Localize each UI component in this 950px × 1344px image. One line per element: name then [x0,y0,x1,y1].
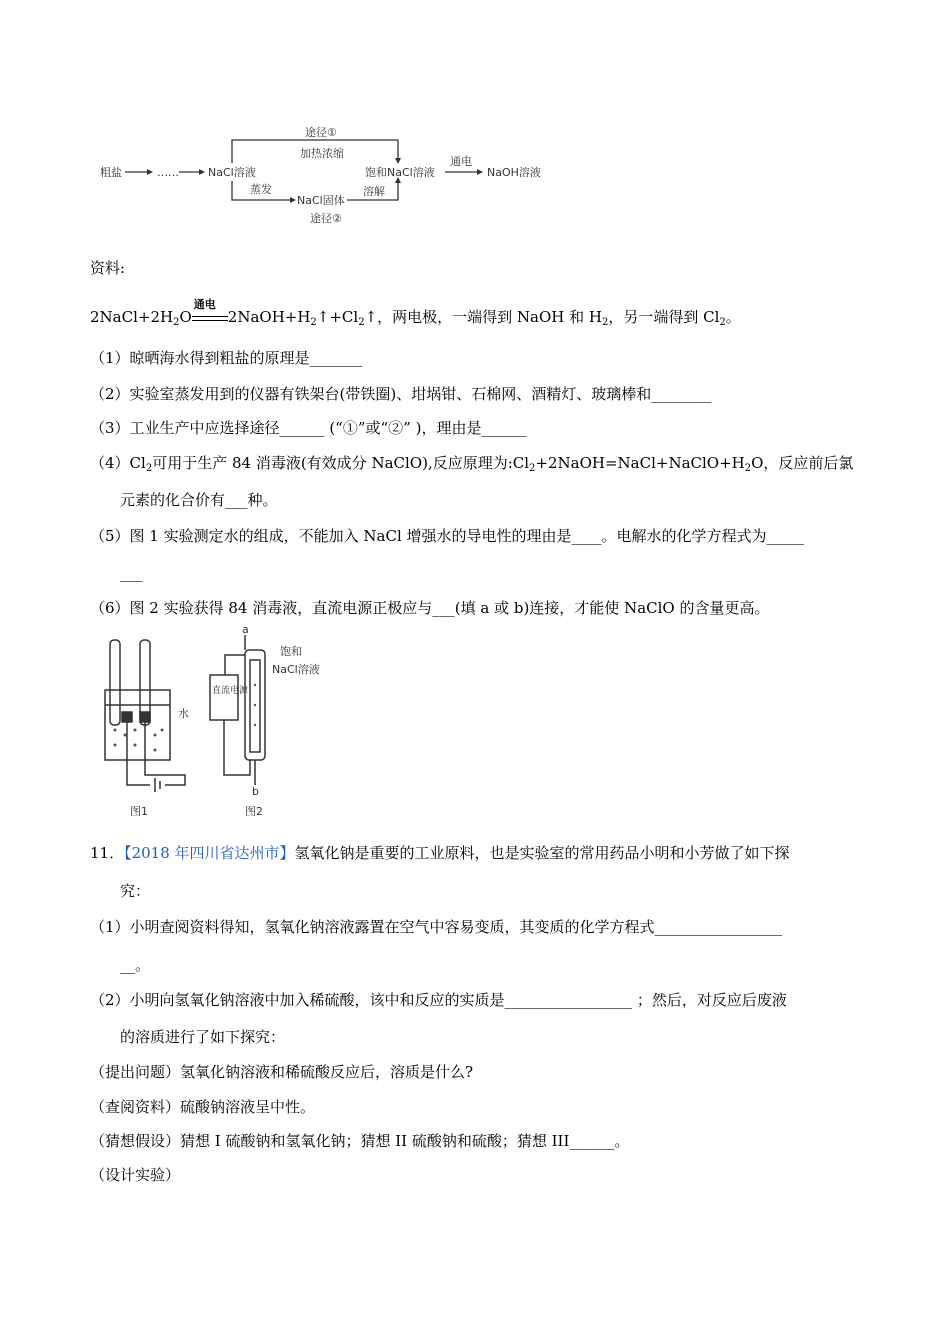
question-4: $(4)Cl_2$可用于生产 84 消毒液(有效成分 NaClO),反应原理为$:Cl_2+2NaOH=NaCl+NaClO+H_2O$，反应前后氯 [90,454,854,474]
process-flowchart [95,125,565,230]
electrolysis-equation: $2NaCl+2H_2O$ 通电 $2NaOH+H_2↑+Cl_2↑$，两电极，一端得到 NaOH 和 $H_2$，另一端得到 $Cl_2$。 [90,298,741,328]
flow-route2: 途径② [310,212,342,225]
question-11-source: 【2018 年四川省达州市】 [124,844,295,862]
flow-route1: 途径① [305,126,337,139]
consult-material: （查阅资料）硫酸钠溶液呈中性。 [90,1098,316,1116]
design-experiment: （设计实验） [90,1166,181,1184]
question-5: （5）图 1 实验测定水的组成，不能加入 NaCl 增强水的导电性的理由是____。电解水的化学方程式为_____ [90,527,805,545]
question-4-cont: 元素的化合价有___种。 [120,491,278,509]
flow-electrify: 通电 [450,155,472,168]
question-5-cont: ___ [120,564,143,582]
question-1: （1）晾晒海水得到粗盐的原理是_______ [90,349,363,367]
flow-dots: …… [157,166,179,179]
fig2-label-b: b [252,785,259,798]
flow-nacl-solution: NaCl溶液 [208,166,256,179]
question-6: （6）图 2 实验获得 84 消毒液，直流电源正极应与___(填 a 或 b)连接，才能使 NaClO 的含量更高。 [90,599,770,617]
flow-naoh: NaOH溶液 [487,166,541,179]
flow-evaporate: 蒸发 [250,183,272,196]
fig2-dc-power: 直流电源 [212,686,249,696]
question-2: （2）实验室蒸发用到的仪器有铁架台(带铁圈)、坩埚钳、石棉网、酒精灯、玻璃棒和________ [90,385,712,403]
hypothesis: （猜想假设）猜想 I 硫酸钠和氢氧化钠；猜想 II 硫酸钠和硫酸；猜想 III______。 [90,1132,630,1150]
part-1: （1）小明查阅资料得知，氢氧化钠溶液露置在空气中容易变质，其变质的化学方程式_________________ [90,918,783,936]
ziliao-label: 资料: [90,259,126,277]
question-11: 11．【2018 年四川省达州市】氢氧化钠是重要的工业原料，也是实验室的常用药品小明和小芳做了如下探 [90,844,790,862]
part-1-cont: __。 [120,956,151,974]
equation-condition: 通电 [192,307,228,327]
experiment-figures [100,625,340,825]
flow-saturated: 饱和NaCl溶液 [365,166,435,179]
flow-route1-sub: 加热浓缩 [300,147,344,160]
flow-dissolve: 溶解 [363,185,385,198]
question-3: （3）工业生产中应选择途径______ (“①”或“②” )，理由是______ [90,419,527,437]
flow-nacl-solid: NaCl固体 [297,194,345,207]
fig2-sat1: 饱和 [280,645,302,658]
fig1-caption: 图1 [130,805,148,818]
fig2-caption: 图2 [245,805,263,818]
fig2-sat2: NaCl溶液 [272,663,320,676]
part-2: （2）小明向氢氧化钠溶液中加入稀硫酸，该中和反应的实质是_________________ ；然后，对反应后废液 [90,991,787,1009]
question-11-cont: 究： [120,882,151,900]
flow-brine: 粗盐 [100,166,122,179]
fig1-water-label: 水 [178,707,189,720]
raise-question: （提出问题）氢氧化钠溶液和稀硫酸反应后，溶质是什么? [90,1063,474,1081]
fig2-label-a: a [242,625,249,636]
part-2-cont: 的溶质进行了如下探究： [120,1028,286,1046]
